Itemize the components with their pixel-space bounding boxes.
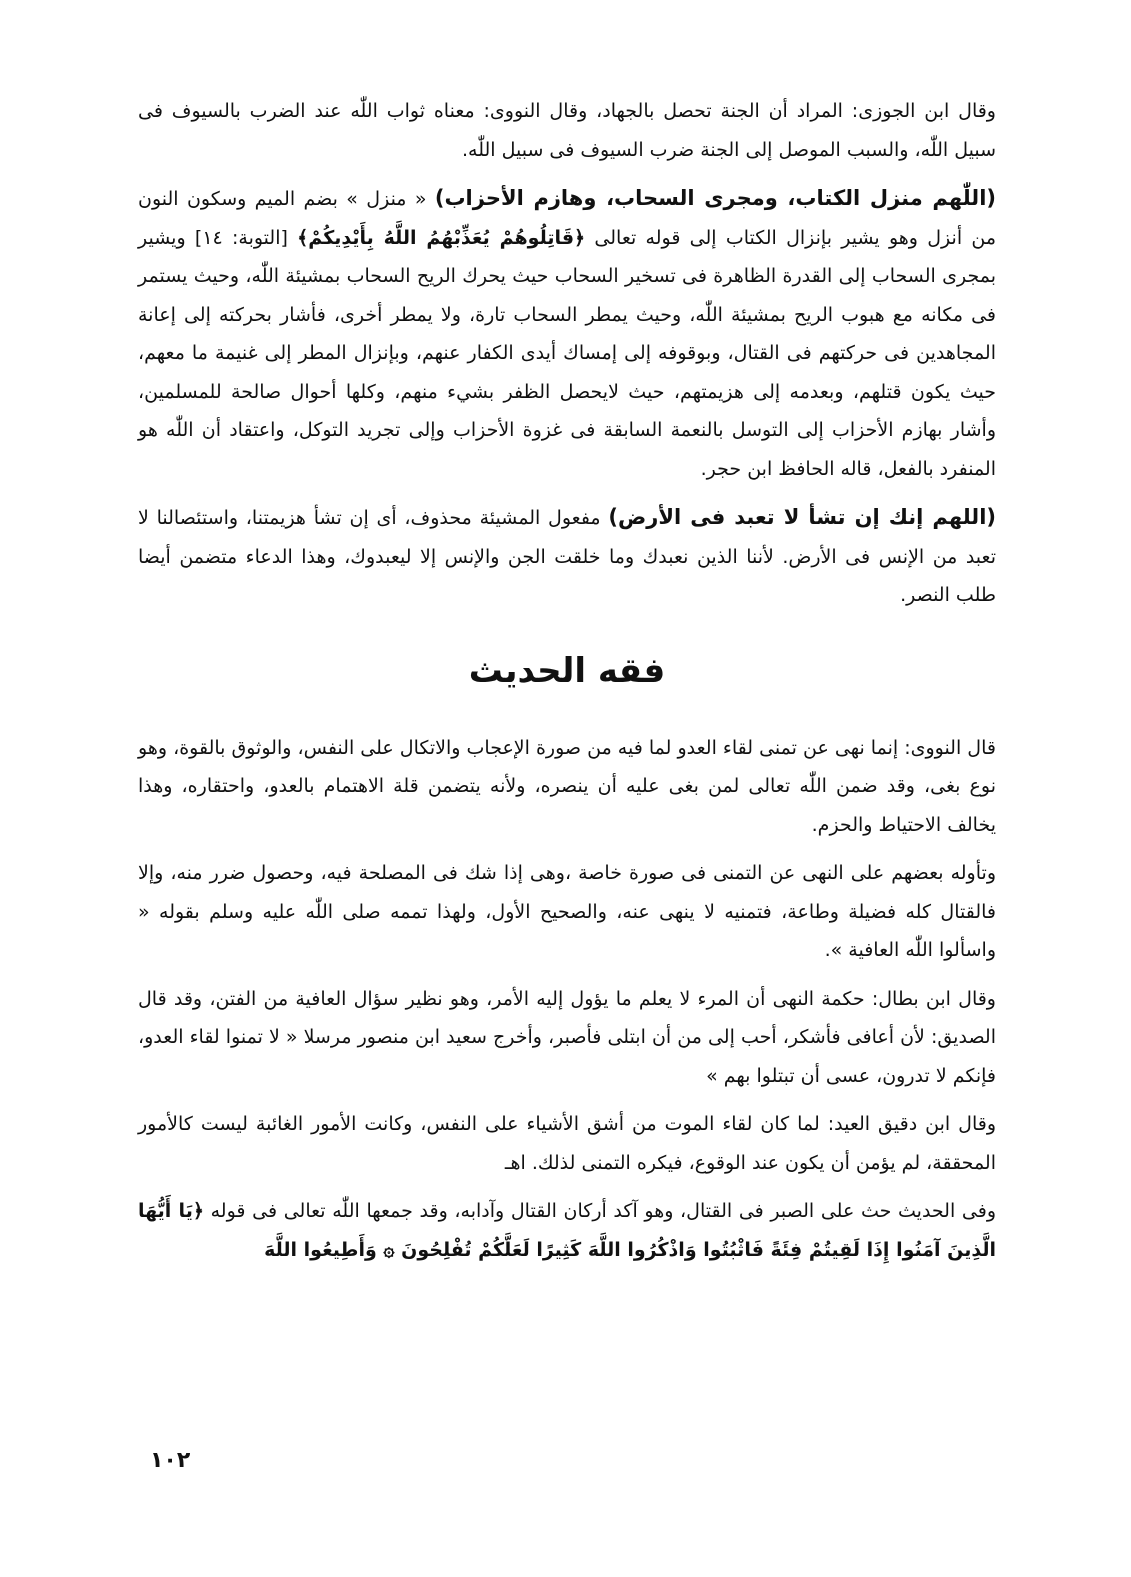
- paragraph-sabr: [138, 1192, 996, 1269]
- page-body: [138, 92, 996, 1269]
- commentary-text: مفعول المشيئة محذوف، أى إن تشأ هزيمتنا، واستئصالنا لا تعبد من الإنس فى الأرض. لأننا الذين نعبدك وما خلقت الجن والإنس إلا ليعبدوك، وهذا الدعاء متضمن أيضا طلب النصر.: [138, 507, 996, 606]
- paragraph-in-tasha: [138, 498, 996, 615]
- paragraph-munzil-al-kitab: [138, 179, 996, 488]
- paragraph-ibn-jawzi: وقال ابن الجوزى: المراد أن الجنة تحصل بالجهاد، وقال النووى: معناه ثواب اللّٰه عند الضرب بالسيوف فى سبيل اللّٰه، والسبب الموصل إلى الجنة ضرب السيوف فى سبيل اللّٰه.: [138, 100, 996, 161]
- hadith-quote-munzil: (اللّٰهم منزل الكتاب، ومجرى السحاب، وهازم الأحزاب): [434, 186, 996, 210]
- paragraph-nawawi: قال النووى: إنما نهى عن تمنى لقاء العدو لما فيه من صورة الإعجاب والاتكال على النفس، والوثوق بالقوة، وهو نوع بغى، وقد ضمن اللّٰه تعالى لمن بغى عليه أن ينصره، ولأنه يتضمن قلة الاهتمام بالعدو، واحتقاره، وهذا يخالف الاحتياط والحزم.: [138, 736, 996, 836]
- quran-verse-tawbah: ﴿قَاتِلُوهُمْ يُعَذِّبْهُمُ اللَّهُ بِأَيْدِيكُمْ﴾: [297, 226, 586, 249]
- commentary-text: « منزل » بضم الميم وسكون النون من أنزل وهو يشير بإنزال الكتاب إلى قوله تعالى: [138, 188, 996, 249]
- paragraph-tawil: وتأوله بعضهم على النهى عن التمنى فى صورة خاصة ،وهى إذا شك فى المصلحة فيه، وحصول ضرر منه، وإلا فالقتال كله فضيلة وطاعة، فتمنيه لا ينهى عنه، والصحيح الأول، ولهذا تممه صلى اللّٰه عليه وسلم بقوله « واسألوا اللّٰه العافية ».: [138, 862, 996, 961]
- paragraph-ibn-battal: وقال ابن بطال: حكمة النهى أن المرء لا يعلم ما يؤول إليه الأمر، وهو نظير سؤال العافية من الفتن، وقد قال الصديق: لأن أعافى فأشكر، أحب إلى من أن ابتلى فأصبر، وأخرج سعيد ابن منصور مرسلا « لا تمنوا لقاء العدو، فإنكم لا تدرون، عسى أن تبتلوا بهم »: [138, 987, 996, 1087]
- page-number: ١٠٢: [150, 1448, 191, 1473]
- commentary-text: وفى الحديث حث على الصبر فى القتال، وهو آكد أركان القتال وآدابه، وقد جمعها اللّٰه تعالى فى قوله: [203, 1200, 997, 1222]
- quran-verse-anfal: ﴿يَا أَيُّهَا الَّذِينَ آمَنُوا إِذَا لَقِيتُمْ فِئَةً فَاثْبُتُوا وَاذْكُرُوا اللَّهَ كَثِيرًا لَعَلَّكُمْ تُفْلِحُونَ ۞ وَأَطِيعُوا اللَّهَ: [138, 1200, 996, 1261]
- section-heading: فقه الحديث: [468, 650, 666, 691]
- commentary-text-continued: [التوبة: ١٤] ويشير بمجرى السحاب إلى القدرة الظاهرة فى تسخير السحاب حيث يحرك الريح السحاب بمشيئة اللّٰه، وحيث يستمر فى مكانه مع هبوب الريح بمشيئة اللّٰه، وحيث يمطر السحاب تارة، ولا يمطر أخرى، فأشار بحركته إلى إعانة المجاهدين فى حركتهم فى القتال، وبوقوفه إلى إمساك أيدى الكفار عنهم، وبإنزال المطر إلى غنيمة ما معهم، حيث يكون قتلهم، وبعدمه إلى هزيمتهم، حيث لايحصل الظفر بشيء منهم، وكلها أحوال صالحة للمسلمين، وأشار بهازم الأحزاب إلى التوسل بالنعمة السابقة فى غزوة الأحزاب وإلى تجريد التوكل، واعتقاد أن اللّٰه هو المنفرد بالفعل، قاله الحافظ ابن حجر.: [138, 226, 996, 480]
- hadith-quote-in-tasha: (اللهم إنك إن تشأ لا تعبد فى الأرض): [608, 505, 996, 529]
- paragraph-ibn-daqiq: وقال ابن دقيق العيد: لما كان لقاء الموت من أشق الأشياء على النفس، وكانت الأمور الغائبة ليست كالأمور المحققة، لم يؤمن أن يكون عند الوقوع، فيكره التمنى لذلك. اهـ: [138, 1113, 996, 1174]
